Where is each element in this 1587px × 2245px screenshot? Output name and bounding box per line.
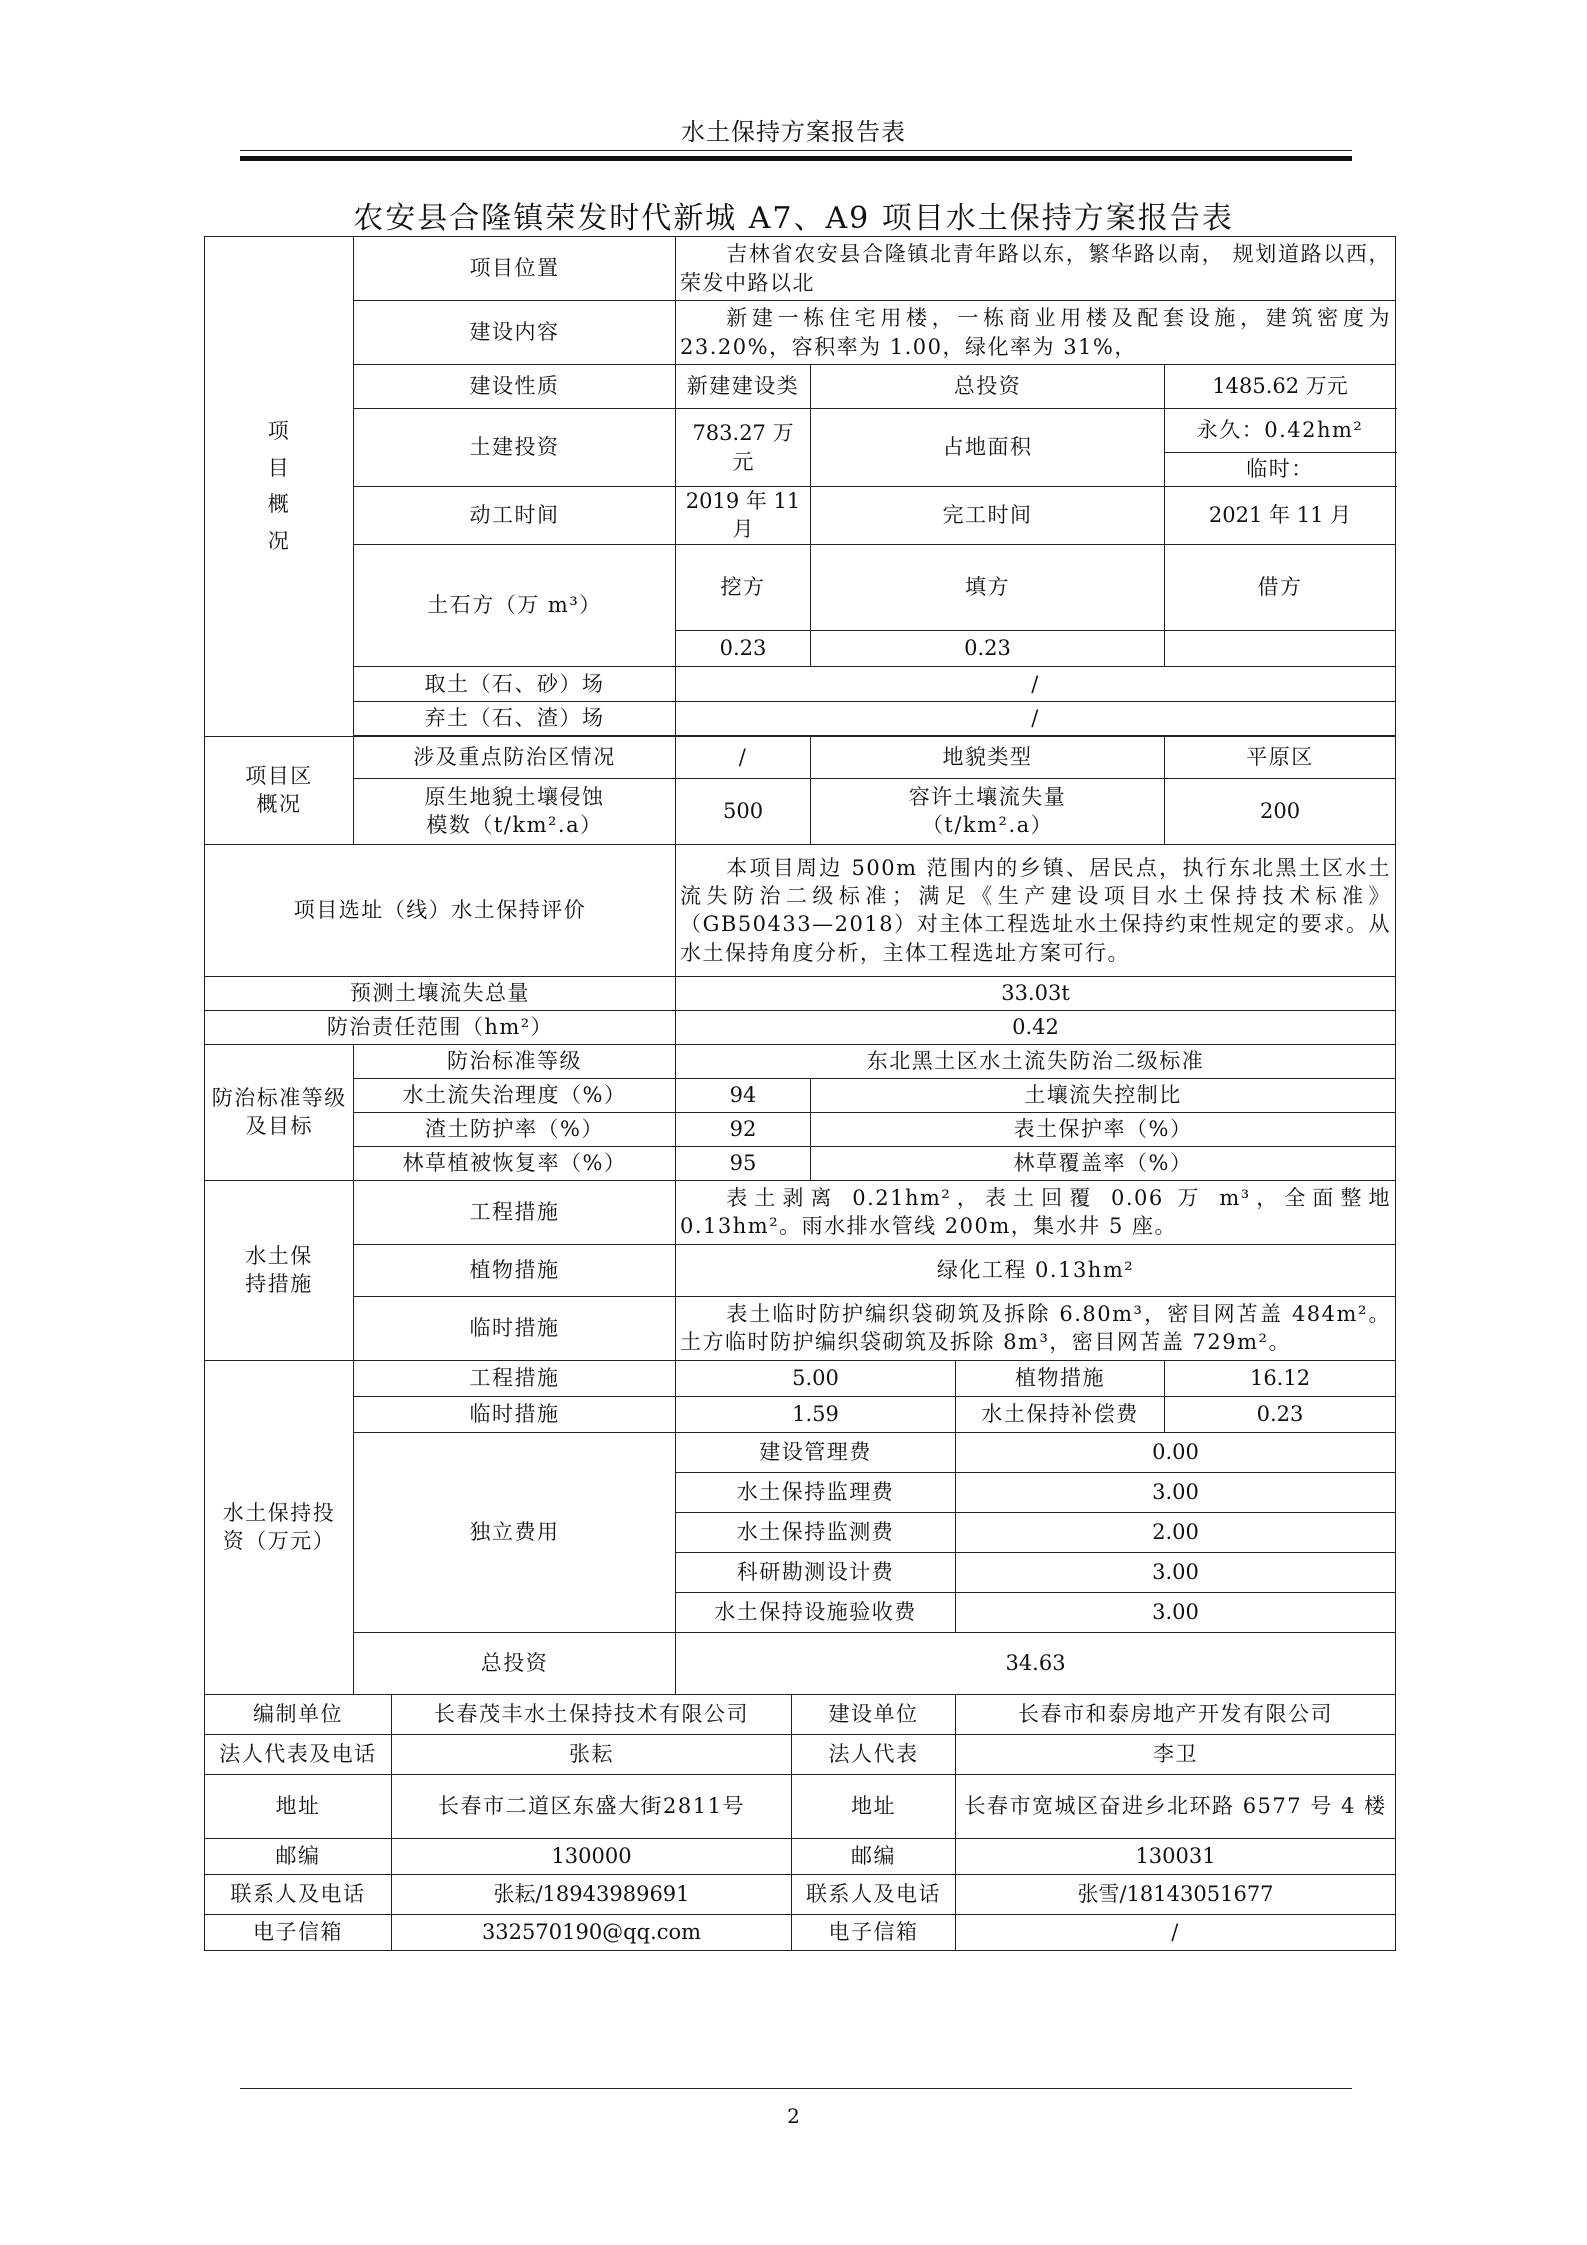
fee-item-value: 2.00 [956, 1512, 1396, 1552]
civil-investment-value: 783.27 万元 [676, 409, 811, 487]
inv-compensation-value: 0.23 [1165, 1396, 1396, 1432]
section-project-overview [205, 237, 354, 737]
contact-right-value: 张雪/18143051677 [956, 1874, 1396, 1914]
zone-label: 涉及重点防治区情况 [354, 736, 676, 778]
inv-temporary-value: 1.59 [676, 1396, 956, 1432]
borrow-label: 借方 [1165, 544, 1396, 630]
borrow-site-label: 取土（石、砂）场 [354, 666, 676, 701]
header-rule-thick [240, 156, 1352, 161]
area-temporary: 临时： [1165, 453, 1396, 487]
section-label: 水土保持投资（万元） [222, 1500, 336, 1554]
fee-item-value: 3.00 [956, 1472, 1396, 1512]
zip-left-value: 130000 [392, 1838, 792, 1874]
total-investment-label: 总投资 [811, 365, 1165, 409]
address-label: 地址 [205, 1774, 392, 1838]
target-label: 水土流失治理度（%） [354, 1078, 676, 1112]
start-value: 2019 年 11 月 [676, 487, 811, 545]
target-label: 土壤流失控制比 [811, 1078, 1396, 1112]
fee-item-value: 0.00 [956, 1432, 1396, 1472]
inv-vegetation-label: 植物措施 [956, 1360, 1165, 1396]
target-value: 95 [676, 1146, 811, 1180]
section-label: 项目概况 [267, 418, 291, 554]
site-eval-text: 本项目周边 500m 范围内的乡镇、居民点，执行东北黑土区水土流失防治二级标准；满足《生产建设项目水土保持技术标准》（GB50433—2018）对主体工程选址水土保持约束性规定的要求。从水土保持角度分析，主体工程选址方案可行。 [676, 844, 1396, 976]
fill-value: 0.23 [811, 630, 1165, 666]
zip-right-value: 130031 [956, 1838, 1396, 1874]
resp-scope-label: 防治责任范围（hm²） [205, 1010, 676, 1044]
email-label: 电子信箱 [792, 1914, 956, 1950]
address-label: 地址 [792, 1774, 956, 1838]
end-value: 2021 年 11 月 [1165, 487, 1396, 545]
allowable-value: 200 [1165, 778, 1396, 844]
address-left-value: 长春市二道区东盛大街2811号 [392, 1774, 792, 1838]
compiler-value: 长春茂丰水土保持技术有限公司 [392, 1694, 792, 1734]
email-left-value: 332570190@qq.com [392, 1914, 792, 1950]
inv-temporary-label: 临时措施 [354, 1396, 676, 1432]
section-area-overview [205, 736, 354, 844]
report-table [204, 236, 1396, 1951]
nature-value: 新建建设类 [676, 365, 811, 409]
location-label: 项目位置 [354, 237, 676, 301]
target-label: 林草植被恢复率（%） [354, 1146, 676, 1180]
total-investment-value: 34.63 [676, 1632, 1396, 1694]
independent-fee-label: 独立费用 [354, 1432, 676, 1632]
waste-site-label: 弃土（石、渣）场 [354, 701, 676, 735]
earthwork-label: 土石方（万 m³） [354, 544, 676, 666]
zone-value: / [676, 736, 811, 778]
address-right-value: 长春市宽城区奋进乡北环路 6577 号 4 楼 [956, 1774, 1396, 1838]
section-label: 防治标准等级及目标 [211, 1085, 347, 1139]
email-right-value: / [956, 1914, 1396, 1950]
fee-item-label: 科研勘测设计费 [676, 1552, 956, 1592]
grade-label: 防治标准等级 [354, 1044, 676, 1078]
borrow-site-value: / [676, 666, 1396, 701]
section-label: 水土保持措施 [245, 1243, 313, 1297]
contact-left-value: 张耘/18943989691 [392, 1874, 792, 1914]
target-label: 林草覆盖率（%） [811, 1146, 1396, 1180]
civil-investment-label: 土建投资 [354, 409, 676, 487]
target-value: 92 [676, 1112, 811, 1146]
rep-right-value: 李卫 [956, 1734, 1396, 1774]
target-label: 表土保护率（%） [811, 1112, 1396, 1146]
allowable-label [811, 778, 1165, 844]
waste-site-value: / [676, 701, 1396, 735]
page-number: 2 [787, 2104, 800, 2128]
vegetation-measures-text: 绿化工程 0.13hm² [676, 1244, 1396, 1296]
target-value: 94 [676, 1078, 811, 1112]
builder-label: 建设单位 [792, 1694, 956, 1734]
predicted-loss-label: 预测土壤流失总量 [205, 976, 676, 1010]
inv-vegetation-value: 16.12 [1165, 1360, 1396, 1396]
engineering-measures-text: 表土剥离 0.21hm²，表土回覆 0.06 万 m³，全面整地 0.13hm²。雨水排水管线 200m，集水井 5 座。 [676, 1180, 1396, 1244]
landform-value: 平原区 [1165, 736, 1396, 778]
footer-rule [240, 2088, 1352, 2089]
fee-item-value: 3.00 [956, 1592, 1396, 1632]
rep-phone-label: 法人代表及电话 [205, 1734, 392, 1774]
temporary-measures-label: 临时措施 [354, 1296, 676, 1360]
content-value: 新建一栋住宅用楼，一栋商业用楼及配套设施，建筑密度为 23.20%，容积率为 1.00，绿化率为 31%， [676, 301, 1396, 365]
fee-item-label: 建设管理费 [676, 1432, 956, 1472]
contact-label: 联系人及电话 [205, 1874, 392, 1914]
landform-label: 地貌类型 [811, 736, 1165, 778]
borrow-value [1165, 630, 1396, 666]
area-label: 占地面积 [811, 409, 1165, 487]
allowable-label-text: 容许土壤流失量（t/km².a） [908, 784, 1067, 838]
end-label: 完工时间 [811, 487, 1165, 545]
site-eval-label: 项目选址（线）水土保持评价 [205, 844, 676, 976]
erosion-label-text: 原生地貌土壤侵蚀模数（t/km².a） [424, 784, 605, 838]
cut-value: 0.23 [676, 630, 811, 666]
target-label: 渣土防护率（%） [354, 1112, 676, 1146]
content-label: 建设内容 [354, 301, 676, 365]
fee-item-label: 水土保持监理费 [676, 1472, 956, 1512]
fee-item-label: 水土保持设施验收费 [676, 1592, 956, 1632]
inv-engineering-value: 5.00 [676, 1360, 956, 1396]
nature-label: 建设性质 [354, 365, 676, 409]
cut-label: 挖方 [676, 544, 811, 630]
rep-label: 法人代表 [792, 1734, 956, 1774]
engineering-measures-label: 工程措施 [354, 1180, 676, 1244]
location-value: 吉林省农安县合隆镇北青年路以东，繁华路以南， 规划道路以西，荣发中路以北 [676, 237, 1396, 301]
section-standards [205, 1044, 354, 1180]
running-header: 水土保持方案报告表 [681, 118, 906, 146]
inv-compensation-label: 水土保持补偿费 [956, 1396, 1165, 1432]
rep-left-value: 张耘 [392, 1734, 792, 1774]
header-rule-thin [240, 150, 1352, 151]
erosion-label [354, 778, 676, 844]
zip-label: 邮编 [792, 1838, 956, 1874]
compiler-label: 编制单位 [205, 1694, 392, 1734]
zip-label: 邮编 [205, 1838, 392, 1874]
area-permanent: 永久：0.42hm² [1165, 409, 1396, 453]
predicted-loss-value: 33.03t [676, 976, 1396, 1010]
document-title: 农安县合隆镇荣发时代新城 A7、A9 项目水土保持方案报告表 [353, 201, 1234, 236]
section-label: 项目区概况 [245, 763, 313, 817]
section-measures [205, 1180, 354, 1360]
total-investment-label: 总投资 [354, 1632, 676, 1694]
fee-item-label: 水土保持监测费 [676, 1512, 956, 1552]
total-investment-value: 1485.62 万元 [1165, 365, 1396, 409]
email-label: 电子信箱 [205, 1914, 392, 1950]
vegetation-measures-label: 植物措施 [354, 1244, 676, 1296]
section-investment [205, 1360, 354, 1694]
fill-label: 填方 [811, 544, 1165, 630]
temporary-measures-text: 表土临时防护编织袋砌筑及拆除 6.80m³，密目网苫盖 484m²。土方临时防护编织袋砌筑及拆除 8m³，密目网苫盖 729m²。 [676, 1296, 1396, 1360]
erosion-value: 500 [676, 778, 811, 844]
fee-item-value: 3.00 [956, 1552, 1396, 1592]
grade-value: 东北黑土区水土流失防治二级标准 [676, 1044, 1396, 1078]
inv-engineering-label: 工程措施 [354, 1360, 676, 1396]
resp-scope-value: 0.42 [676, 1010, 1396, 1044]
builder-value: 长春市和泰房地产开发有限公司 [956, 1694, 1396, 1734]
start-label: 动工时间 [354, 487, 676, 545]
contact-label: 联系人及电话 [792, 1874, 956, 1914]
